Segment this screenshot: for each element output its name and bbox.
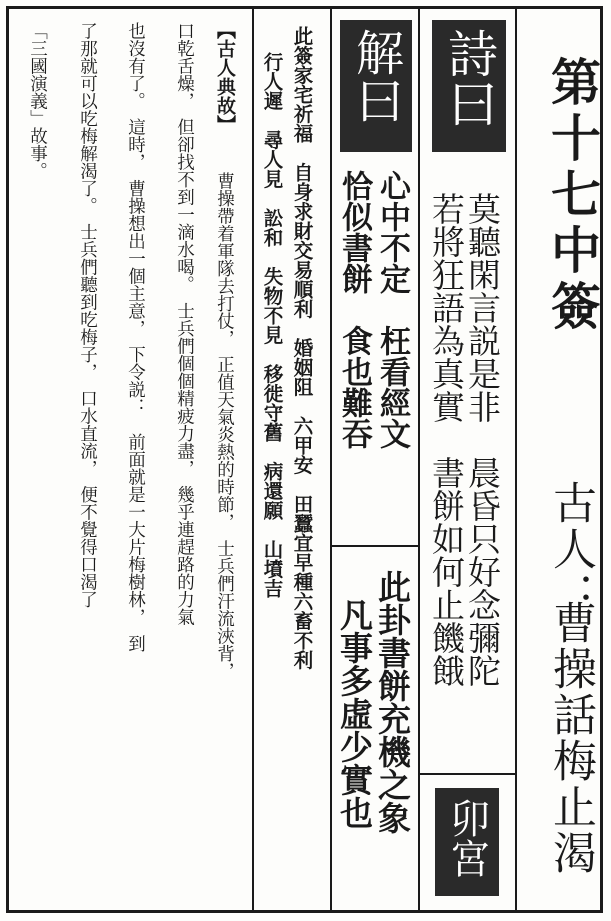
poem-label: 詩曰 bbox=[440, 28, 498, 128]
interpretation-label-box bbox=[340, 20, 412, 152]
palace-label: 卯宮 bbox=[443, 798, 490, 878]
palace-label-box bbox=[435, 788, 499, 896]
poem-line-1: 莫聽閑言説是非 晨昏只好念彌陀 bbox=[463, 192, 502, 687]
divider-poem-column bbox=[418, 6, 420, 913]
story-line-5: 「三國演義」故事。 bbox=[27, 22, 48, 180]
divider-fortune-column bbox=[252, 6, 254, 913]
interpretation-summary-1: 此卦書餅充機之象 bbox=[373, 570, 412, 834]
divider-interp-summary bbox=[330, 545, 420, 547]
poem-line-2: 若將狂語為真實 書餅如何止饑餓 bbox=[427, 192, 466, 687]
fortune-line-2: 行人遲 尋人見 訟和 失物不見 移徙守舊 病還願 山墳吉 bbox=[260, 52, 284, 598]
story-line-4: 了那就可以吃梅解渴了。 士兵們聽到吃梅子， 口水直流， 便不覺得口渴了 bbox=[77, 22, 98, 609]
interpretation-line-1: 心中不定 枉看經文 bbox=[374, 170, 410, 449]
story-line-1: 曹操帶着軍隊去打仗， 正值天氣炎熱的時節， 士兵們汗流浹背， bbox=[214, 172, 235, 680]
fortune-line-1: 此簽家宅祈福 自身求財交易順利 婚姻阻 六甲安 田蠶宜早種六畜不利 bbox=[290, 26, 314, 670]
divider-interpretation-column bbox=[330, 6, 332, 913]
divider-title-column bbox=[515, 6, 517, 913]
poem-label-box bbox=[432, 20, 506, 152]
ancient-person-label: 古人： bbox=[545, 480, 596, 618]
divider-poem-palace bbox=[418, 773, 517, 775]
slip-title: 第十七中簽 bbox=[543, 56, 601, 336]
interpretation-line-2: 恰似書餅 食也難吞 bbox=[336, 170, 372, 449]
story-line-2: 口乾舌燥， 但卻找不到一滴水喝。 士兵們個個精疲力盡， 幾乎連趕路的力氣 bbox=[174, 22, 195, 626]
story-heading: 【古人典故】 bbox=[214, 20, 236, 134]
interpretation-label: 解曰 bbox=[347, 28, 404, 124]
story-line-3: 也沒有了。 這時， 曹操想出一個主意， 下令説： 前面就是一大片梅樹林， 到 bbox=[125, 22, 146, 652]
interpretation-summary-2: 凡事多虛少實也 bbox=[335, 598, 374, 829]
ancient-person-story-title: 曹操話梅止渴 bbox=[545, 600, 596, 876]
